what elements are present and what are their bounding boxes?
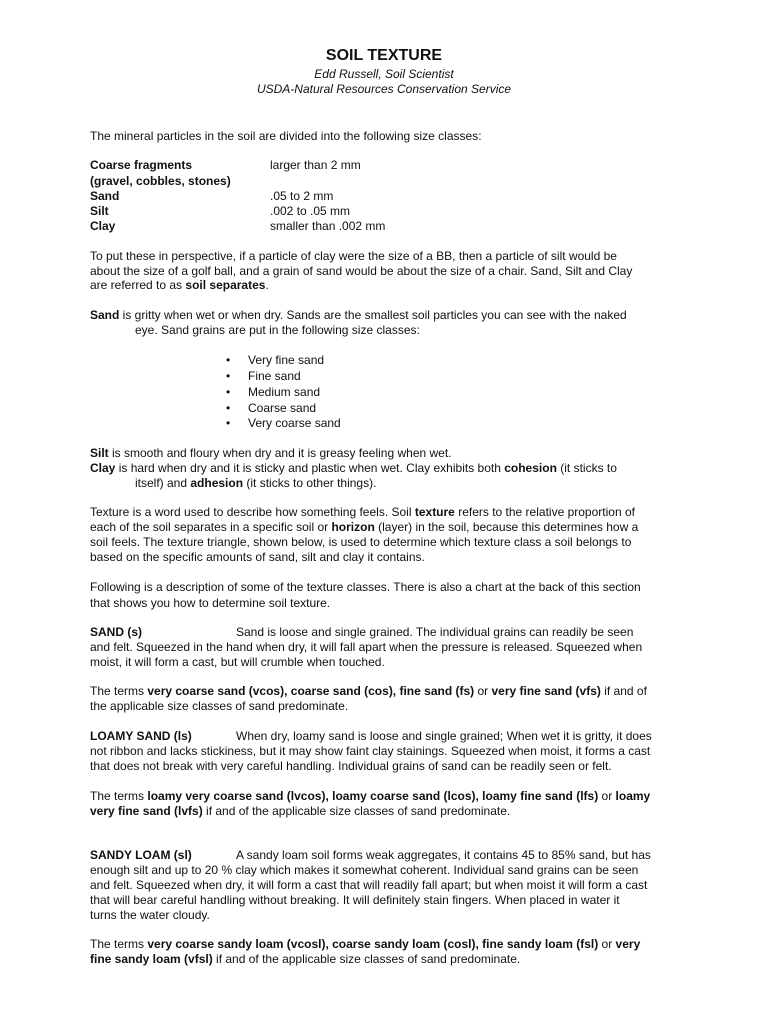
paragraph-line: that does not break with very careful handling. Individual grains of sand can be readily seen or felt. bbox=[90, 759, 612, 773]
organization-line: USDA-Natural Resources Conservation Service bbox=[256, 82, 512, 96]
text-run: . bbox=[265, 278, 269, 292]
bold-term: very fine sand (lvfs) bbox=[90, 804, 203, 818]
bold-term: very coarse sandy loam (vcosl), coarse sandy loam (cosl), fine sandy loam (fsl) bbox=[147, 937, 599, 951]
text-run: if and of the applicable size classes of sand predominate. bbox=[212, 952, 521, 966]
bold-term: cohesion bbox=[504, 461, 557, 475]
text-run: is gritty when wet or when dry. Sands are the smallest soil particles you can see with the naked bbox=[119, 308, 627, 322]
text-run: itself) and bbox=[135, 476, 191, 490]
paragraph-line: turns the water cloudy. bbox=[90, 908, 210, 922]
text-run: or bbox=[598, 789, 616, 803]
paragraph-line bbox=[90, 804, 510, 819]
size-class-size: .05 to 2 mm bbox=[270, 189, 334, 203]
paragraph-line: eye. Sand grains are put in the following size classes: bbox=[135, 323, 420, 337]
text-run: if and of bbox=[600, 684, 647, 698]
paragraph-line bbox=[90, 520, 638, 535]
size-class-name: Sand bbox=[90, 189, 120, 203]
text-run: or bbox=[474, 684, 492, 698]
bold-term: horizon bbox=[331, 520, 375, 534]
text-run: if and of the applicable size classes of sand predominate. bbox=[202, 804, 511, 818]
bullet-icon: • bbox=[226, 353, 231, 367]
paragraph-line bbox=[90, 505, 635, 520]
paragraph-line: Sand is loose and single grained. The individual grains can readily be seen bbox=[236, 625, 634, 639]
text-run: refers to the relative proportion of bbox=[454, 505, 635, 519]
bullet-icon: • bbox=[226, 369, 231, 383]
author-line: Edd Russell, Soil Scientist bbox=[314, 67, 454, 81]
text-run: (it sticks to other things). bbox=[243, 476, 377, 490]
paragraph-line bbox=[90, 937, 640, 952]
size-class-size: larger than 2 mm bbox=[270, 158, 361, 172]
text-run: is smooth and floury when dry and it is greasy feeling when wet. bbox=[108, 446, 452, 460]
list-item: Very fine sand bbox=[248, 353, 325, 367]
text-run: The terms bbox=[90, 684, 148, 698]
paragraph-line bbox=[135, 476, 376, 491]
size-class-name: Coarse fragments bbox=[90, 158, 193, 172]
paragraph-line bbox=[90, 308, 627, 323]
size-class-size: .002 to .05 mm bbox=[270, 204, 351, 218]
paragraph-line bbox=[90, 684, 647, 699]
bold-term: loamy very coarse sand (lvcos), loamy coarse sand (lcos), loamy fine sand (lfs) bbox=[147, 789, 599, 803]
paragraph-line: To put these in perspective, if a particle of clay were the size of a BB, then a particle of silt would be bbox=[90, 249, 617, 263]
texture-class-label: SANDY LOAM (sl) bbox=[90, 848, 192, 862]
paragraph-line: about the size of a golf ball, and a grain of sand would be about the size of a chair. Sand, Silt and Clay bbox=[90, 264, 633, 278]
bullet-icon: • bbox=[226, 385, 231, 399]
paragraph-line bbox=[90, 789, 650, 804]
text-run: Texture is a word used to describe how something feels. Soil bbox=[90, 505, 415, 519]
bold-term: very bbox=[615, 937, 641, 951]
list-item: Very coarse sand bbox=[248, 416, 341, 430]
paragraph-line: not ribbon and lacks stickiness, but it may show faint clay stainings. Squeezed when moist, it forms a cast bbox=[90, 744, 651, 758]
texture-class-label: SAND (s) bbox=[90, 625, 143, 639]
text-run: are referred to as bbox=[90, 278, 186, 292]
text-run: The terms bbox=[90, 789, 148, 803]
bullet-icon: • bbox=[226, 401, 231, 415]
paragraph-line: that shows you how to determine soil texture. bbox=[90, 596, 331, 610]
size-class-name: (gravel, cobbles, stones) bbox=[90, 174, 231, 188]
bold-term: Silt bbox=[90, 446, 109, 460]
size-class-name: Clay bbox=[90, 219, 116, 233]
bold-term: very coarse sand (vcos), coarse sand (cos), fine sand (fs) bbox=[147, 684, 475, 698]
bold-term: Clay bbox=[90, 461, 116, 475]
bold-term: fine sandy loam (vfsl) bbox=[90, 952, 213, 966]
paragraph-line: A sandy loam soil forms weak aggregates, it contains 45 to 85% sand, but has bbox=[236, 848, 651, 862]
paragraph-line: the applicable size classes of sand predominate. bbox=[90, 699, 349, 713]
paragraph-line: that will bear careful handling without breaking. It will definitely stain fingers. When placed in water it bbox=[90, 893, 620, 907]
list-item: Fine sand bbox=[248, 369, 301, 383]
bold-term: very fine sand (vfs) bbox=[491, 684, 601, 698]
paragraph-line: and felt. Squeezed in the hand when dry, it will fall apart when the pressure is released. Squeezed when bbox=[90, 640, 643, 654]
paragraph-line: Following is a description of some of the texture classes. There is also a chart at the back of this section bbox=[90, 580, 641, 594]
bold-term: Sand bbox=[90, 308, 120, 322]
bold-term: soil separates bbox=[185, 278, 266, 292]
text-run: The terms bbox=[90, 937, 148, 951]
document-title: SOIL TEXTURE bbox=[325, 47, 443, 64]
bold-term: loamy bbox=[615, 789, 651, 803]
intro-text: The mineral particles in the soil are divided into the following size classes: bbox=[90, 129, 482, 143]
paragraph-line: based on the specific amounts of sand, silt and clay it contains. bbox=[90, 550, 425, 564]
texture-class-label: LOAMY SAND (ls) bbox=[90, 729, 192, 743]
list-item: Coarse sand bbox=[248, 401, 317, 415]
bold-term: adhesion bbox=[190, 476, 244, 490]
paragraph-line bbox=[90, 952, 520, 967]
text-run: each of the soil separates in a specific soil or bbox=[90, 520, 332, 534]
size-class-size: smaller than .002 mm bbox=[270, 219, 386, 233]
paragraph-line bbox=[90, 461, 617, 476]
paragraph-line bbox=[90, 278, 269, 293]
bold-term: texture bbox=[414, 505, 455, 519]
paragraph-line: enough silt and up to 20 % clay which makes it somewhat coherent. Individual sand grains can be seen bbox=[90, 863, 639, 877]
paragraph-line bbox=[90, 446, 452, 461]
bullet-icon: • bbox=[226, 416, 231, 430]
size-class-name: Silt bbox=[90, 204, 109, 218]
text-run: (it sticks to bbox=[556, 461, 617, 475]
paragraph-line: and felt. Squeezed when dry, it will form a cast that will readily fall apart; but when moist it will form a cast bbox=[90, 878, 648, 892]
paragraph-line: soil feels. The texture triangle, shown below, is used to determine which texture class a soil belongs to bbox=[90, 535, 632, 549]
text-run: or bbox=[598, 937, 616, 951]
paragraph-line: moist, it will form a cast, but will crumble when touched. bbox=[90, 655, 385, 669]
paragraph-line: When dry, loamy sand is loose and single grained; When wet it is gritty, it does bbox=[236, 729, 652, 743]
list-item: Medium sand bbox=[248, 385, 321, 399]
text-run: (layer) in the soil, because this determines how a bbox=[374, 520, 639, 534]
text-run: is hard when dry and it is sticky and plastic when wet. Clay exhibits both bbox=[115, 461, 505, 475]
